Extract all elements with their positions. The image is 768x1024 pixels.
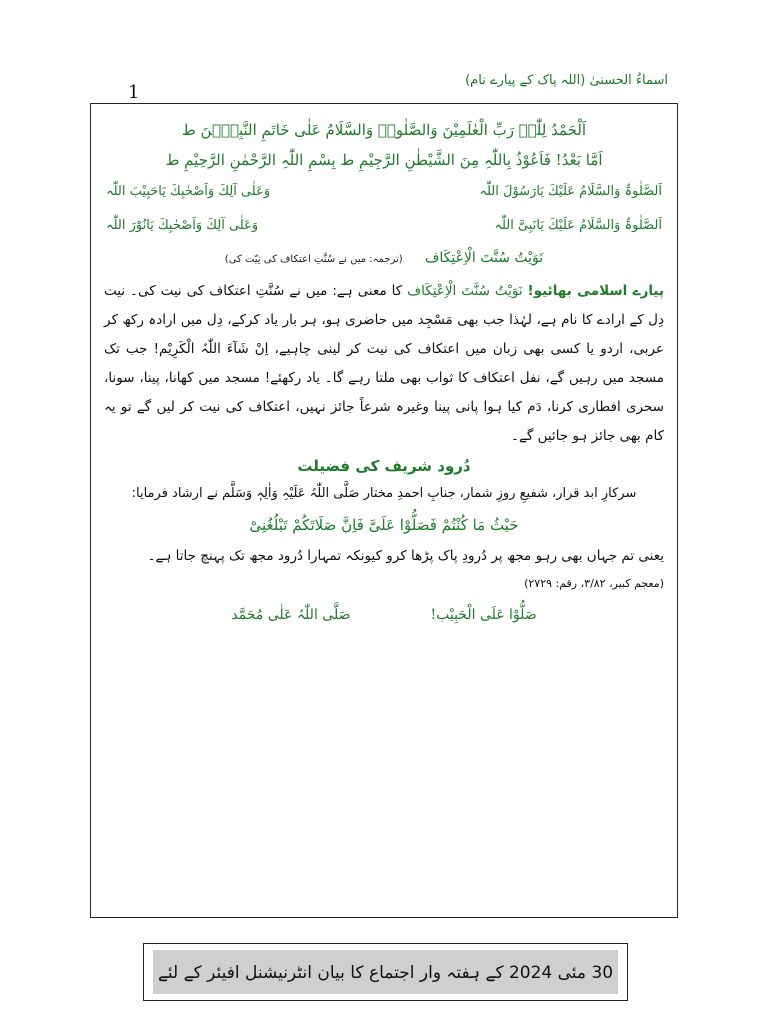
closing-line bbox=[100, 597, 668, 633]
salam-line-2-right: اَلصَّلٰوۃُ وَالسَّلَامُ عَلَیْكَ یَانَبِیَّ اللّٰہ bbox=[494, 218, 662, 233]
section-heading: دُرود شریف کی فضیلت bbox=[297, 457, 471, 475]
page-number: 1 bbox=[128, 82, 140, 103]
intro-arabic: نَوَیْتُ سُنَّتَ الْاِعْتِکَاف bbox=[407, 283, 523, 299]
intro-paragraph bbox=[100, 277, 668, 451]
running-header-title: اسماءُ الحسنیٰ (اللہ پاک کے پیارے نام) bbox=[465, 73, 668, 88]
niyyat-arabic: نَوَیْتُ سُنَّتَ الْاِعْتِکَاف bbox=[424, 250, 544, 266]
intro-body: کا معنی ہے: میں نے سُنَّتِ اعتکاف کی نیت کی۔ نیت دِل کے ارادے کا نام ہے، لہٰذا جب بھی مَسْجِد میں حاضری ہو، ہر بار یاد کرکے، دِل میں ارادہ رکھ کر عربی، اردو یا کسی بھی زبان میں اعتکاف کی نیت کر لینی چاہیے، اِنْ شَآءَ اللّٰہُ الْکَرِیْم! جب تک مسجد میں رہیں گے، نفل اعتکاف کا ثواب بھی ملتا رہے گا۔ یاد رکھئے! مسجد میں کھانا، پینا، سونا، سحری افطاری کرنا، دَم کیا ہوا پانی پینا وغیرہ شرعاً جائز نہیں، اعتکاف کی نیت کر لیں گے تو یہ کام بھی جائز ہو جائیں گے۔ bbox=[104, 283, 664, 444]
closing-left: صَلَّی اللّٰہُ عَلٰی مُحَمَّد bbox=[231, 607, 351, 623]
salam-line-1-right: اَلصَّلٰوۃُ وَالسَّلَامُ عَلَیْكَ یَارَسُوْلَ اللّٰہ bbox=[479, 184, 662, 199]
hadith-reference: (معجم کبیر، ۳/۸۲، رقم: ۲۷۲۹) bbox=[524, 577, 664, 590]
closing-right: صَلُّوْا عَلَی الْحَبِیْب! bbox=[430, 607, 537, 623]
hadith-intro: سرکارِ ابد قرار، شفیعِ روزِ شمار، جنابِ احمدِ مختار صَلَّی اللّٰہُ عَلَیْہِ وَاٰلِہٖ وَسَلَّم نے ارشاد فرمایا: bbox=[131, 486, 637, 501]
hadith-arabic: حَیْثُ مَا كُنْتُمْ فَصَلُّوْا عَلَیَّ فَاِنَّ صَلَاتَكُمْ تَبْلُغُنِیْ bbox=[249, 516, 519, 534]
salam-line-1 bbox=[100, 175, 668, 209]
intro-lead: پیارے اسلامی بھائیو! bbox=[527, 283, 664, 299]
salam-line-1-left: وَعَلٰی آلِكَ وَاَصْحٰبِكَ یَاحَبِیْبَ اللّٰہ bbox=[106, 184, 271, 199]
salam-line-2-left: وَعَلٰی آلِكَ وَاَصْحٰبِكَ یَانُوْرَ اللّٰہ bbox=[106, 218, 259, 233]
salam-line-2 bbox=[100, 209, 668, 243]
opening-praise-line: اَلْحَمْدُ لِلّٰہِ رَبِّ الْعٰلَمِیْنَ وَالصَّلٰوۃُ وَالسَّلَامُ عَلٰی خَاتَمِ النَّبِیّٖنَ ط bbox=[181, 121, 587, 139]
opening-bismillah-line: اَمَّا بَعْدُ! فَاَعُوْذُ بِاللّٰہِ مِنَ الشَّیْطٰنِ الرَّجِیْمِ ط بِسْمِ اللّٰہِ الرَّحْمٰنِ الرَّحِیْمِ ط bbox=[165, 151, 603, 169]
footer-box bbox=[143, 943, 628, 1001]
niyyat-translation: (ترجمہ: میں نے سُنَّتِ اعتکاف کی نِیّت کی) bbox=[224, 254, 403, 265]
hadith-translation: یعنی تم جہاں بھی رہو مجھ پر دُرودِ پاک پڑھا کرو کیونکہ تمہارا دُرود مجھ تک پہنچ جاتا ہے۔ bbox=[147, 548, 664, 564]
footer-label: 30 مئی 2024 کے ہفتہ وار اجتماع کا بیان انٹرنیشنل افیئر کے لئے bbox=[153, 950, 618, 994]
page-content bbox=[100, 115, 668, 633]
niyyat-line bbox=[100, 243, 668, 275]
